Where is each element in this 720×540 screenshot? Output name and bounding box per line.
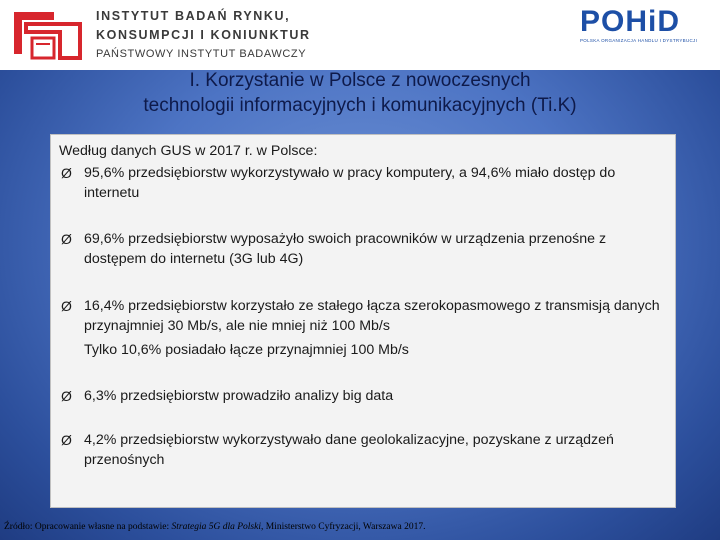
- institute-line-2: KONSUMPCJI I KONIUNKTUR: [96, 28, 311, 42]
- source-suffix: , Ministerstwo Cyfryzacji, Warszawa 2017.: [260, 522, 426, 532]
- bullet-text: 4,2% przedsiębiorstw wykorzystywało dane geolokalizacyjne, pozyskane z urządzeń przenośnych: [84, 432, 614, 468]
- arrow-bullet-icon: Ø: [61, 298, 72, 314]
- bullet-item: [59, 163, 667, 203]
- institute-line-3: PAŃSTWOWY INSTYTUT BADAWCZY: [96, 48, 307, 60]
- bullet-item: [59, 430, 667, 470]
- institute-line-1: INSTYTUT BADAŃ RYNKU,: [96, 9, 291, 23]
- bullet-text: 16,4% przedsiębiorstw korzystało ze stałego łącza szerokopasmowego z transmisją danych przynajmniej 30 Mb/s, ale nie mniej niż 100 Mb/s: [84, 298, 660, 334]
- arrow-bullet-icon: Ø: [61, 231, 72, 247]
- bullet-note: Tylko 10,6% posiadało łącze przynajmniej 100 Mb/s: [84, 342, 409, 358]
- slide-title-line-1: I. Korzystanie w Polsce z nowoczesnych: [189, 70, 531, 91]
- bullet-text: 69,6% przedsiębiorstw wyposażyło swoich pracowników w urządzenia przenośne z dostępem do internetu (3G lub 4G): [84, 231, 607, 267]
- header-band: [0, 0, 720, 70]
- source-prefix: Źródło: Opracowanie własne na podstawie:: [4, 522, 172, 532]
- bullet-item: [59, 229, 667, 269]
- slide-title: [60, 68, 660, 118]
- pohid-logo: [580, 6, 704, 50]
- arrow-bullet-icon: Ø: [61, 165, 72, 181]
- bullet-item: [59, 386, 667, 406]
- arrow-bullet-icon: Ø: [61, 388, 72, 404]
- intro-text: Według danych GUS w 2017 r. w Polsce:: [59, 143, 318, 159]
- institute-logo-icon: [10, 8, 84, 62]
- bullet-text: 95,6% przedsiębiorstw wykorzystywało w pracy komputery, a 94,6% miało dostęp do internetu: [84, 165, 616, 201]
- bullet-text: 6,3% przedsiębiorstw prowadziło analizy big data: [84, 388, 394, 404]
- source-note: [4, 520, 716, 534]
- pohid-logo-subtext: POLSKA ORGANIZACJA HANDLU I DYSTRYBUCJI: [580, 38, 698, 43]
- bullet-item: [59, 296, 667, 336]
- source-work: Strategia 5G dla Polski: [171, 522, 261, 532]
- arrow-bullet-icon: Ø: [61, 432, 72, 448]
- institute-name: [96, 8, 311, 62]
- pohid-logo-text: POHiD: [580, 5, 681, 38]
- slide-title-line-2: technologii informacyjnych i komunikacyjnych (Ti.K): [143, 95, 577, 116]
- content-box: [50, 134, 676, 508]
